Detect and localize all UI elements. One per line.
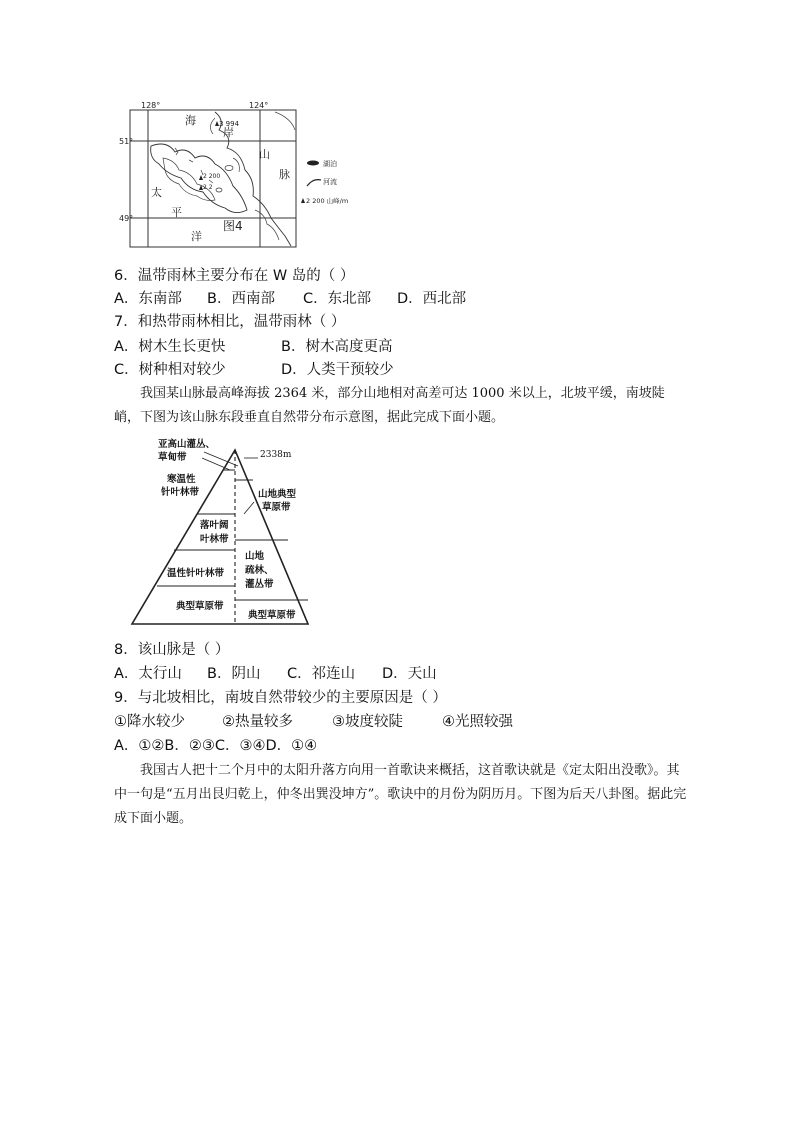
passage-2: 我国古人把十二个月中的太阳升落方向用一首歌诀来概括，这首歌诀就是《定太阳出没歌》。其中一句是“五月出艮归乾上，仲冬出巽没坤方”。歌诀中的月份为阴历月。下图为后天八卦图。据此完成下面小题。: [114, 763, 687, 826]
zone-right-1b: 草原带: [262, 502, 291, 513]
q6-option-a[interactable]: A．东南部: [114, 291, 182, 307]
q9-reasons: [114, 712, 513, 732]
peak-height-label: 2338m: [260, 450, 292, 460]
q9-reason-2: ②热量较多: [222, 714, 293, 730]
q8-option-a[interactable]: A．太行山: [114, 666, 182, 682]
q6-stem: 6．温带雨林主要分布在 W 岛的（ ）: [114, 268, 355, 284]
q9-option-a[interactable]: A．①②: [114, 738, 165, 754]
legend-river: 河流: [323, 178, 337, 186]
map-figure: [115, 100, 365, 252]
zone-right-2c: 灌丛带: [245, 579, 274, 590]
q6-option-b[interactable]: B．西南部: [207, 291, 275, 307]
vertical-zone-diagram: [130, 432, 330, 628]
q8-options: [114, 664, 437, 684]
q7-option-d[interactable]: D．人类干预较少: [281, 362, 394, 378]
label-mtn-2: 脉: [279, 168, 290, 181]
zone-left-5: 典型草原带: [176, 601, 224, 612]
zone-left-1b: 草甸带: [158, 452, 187, 463]
q8-option-d[interactable]: D．天山: [382, 666, 437, 682]
island-label: 图4: [223, 219, 243, 233]
zone-left-2a: 寒温性: [167, 474, 196, 485]
q6-options: [114, 289, 466, 309]
q7-options-row1: [114, 337, 392, 357]
q8-option-c[interactable]: C．祁连山: [287, 666, 356, 682]
q7-option-b[interactable]: B．树木高度更高: [281, 339, 393, 355]
legend-lake: 湖泊: [323, 160, 337, 168]
q9-reason-3: ③坡度较陡: [332, 714, 403, 730]
peak-label-3: 2 2: [203, 184, 213, 191]
label-mtn-1: 山: [259, 148, 270, 161]
q8-stem: 8．该山脉是（ ）: [114, 642, 230, 658]
q6-option-d[interactable]: D．西北部: [397, 291, 467, 307]
lake-icon: [307, 161, 319, 166]
q8-option-b[interactable]: B．阴山: [207, 666, 261, 682]
label-sea-2: 岸: [223, 126, 234, 139]
q6-option-c[interactable]: C．东北部: [303, 291, 372, 307]
zone-right-2b: 疏林、: [245, 565, 274, 576]
q9-stem: 9．与北坡相比，南坡自然带较少的主要原因是（ ）: [114, 690, 447, 706]
lat-label-top: 51°: [119, 137, 134, 146]
legend-peak: 2 200 山峰/m: [306, 197, 349, 205]
peak-label-1: 3 994: [219, 120, 240, 128]
q9-reason-4: ④光照较强: [442, 714, 513, 730]
label-ocean-3: 洋: [191, 230, 202, 243]
zone-left-4: 温性针叶林带: [167, 568, 225, 579]
zone-left-2b: 针叶林带: [161, 487, 200, 498]
q9-options: [114, 736, 317, 756]
q9-option-b[interactable]: B．②③: [164, 738, 215, 754]
label-sea-1: 海: [185, 114, 196, 127]
q7-option-c[interactable]: C．树种相对较少: [114, 362, 226, 378]
passage-1: 我国某山脉最高峰海拔 2364 米，部分山地相对高差可达 1000 米以上，北坡平缓，南坡陡峭，下图为该山脉东段垂直自然带分布示意图，据此完成下面小题。: [114, 386, 665, 425]
peak-icon: [301, 198, 305, 203]
zone-right-1a: 山地典型: [258, 489, 297, 500]
label-ocean-1: 太: [151, 186, 162, 199]
zone-left-3b: 叶林带: [200, 534, 229, 545]
q7-option-a[interactable]: A．树木生长更快: [114, 339, 226, 355]
zone-left-3a: 落叶阔: [200, 520, 229, 531]
lon-label-right: 124°: [249, 101, 269, 110]
zone-right-2a: 山地: [245, 551, 265, 562]
q7-stem: 7．和热带雨林相比，温带雨林（ ）: [114, 314, 346, 330]
peak-label-2: 2 200: [203, 173, 221, 180]
zone-right-3: 典型草原带: [248, 610, 296, 621]
zone-left-1a: 亚高山灌丛、: [158, 439, 216, 450]
label-ocean-2: 平: [171, 206, 182, 219]
lat-label-bottom: 49°: [119, 214, 134, 223]
q9-reason-1: ①降水较少: [114, 714, 185, 730]
q9-option-c[interactable]: C．③④: [214, 738, 266, 754]
lon-label-left: 128°: [141, 101, 161, 110]
q7-options-row2: [114, 360, 394, 380]
q9-option-d[interactable]: D．①④: [265, 738, 318, 754]
river-icon: [307, 180, 321, 186]
